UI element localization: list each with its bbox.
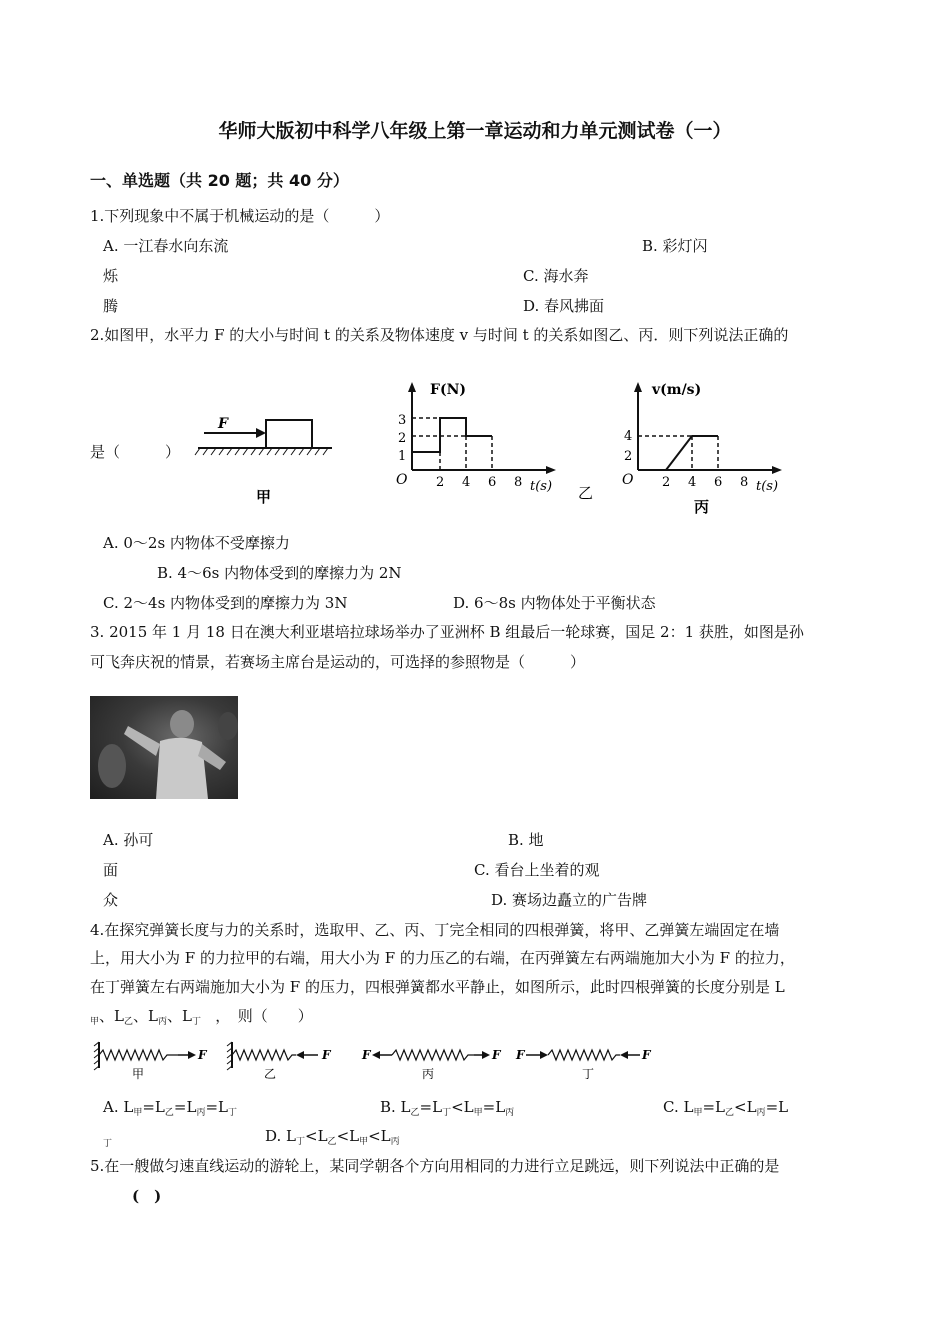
- q5-stem: 5.在一艘做匀速直线运动的游轮上，某同学朝各个方向用相同的力进行立足跳远，则下列说法中正确的是: [90, 1157, 780, 1175]
- q5-stem-cont: ( ): [132, 1187, 162, 1205]
- q2-option-a: A. 0～2s 内物体不受摩擦力: [103, 534, 290, 552]
- chartF-xlabel: t(s): [530, 479, 553, 494]
- q3-option-c-wrap: 众: [103, 891, 119, 909]
- q3-option-c: C. 看台上坐着的观: [474, 861, 600, 879]
- q2-stem-cont: 是（ ）: [90, 443, 181, 461]
- chartV-xtick: 2: [662, 475, 671, 490]
- chartV-xtick: 8: [740, 475, 749, 490]
- chartF-xtick: 6: [488, 475, 497, 490]
- q4-stem-line1: 4.在探究弹簧长度与力的关系时，选取甲、乙、丙、丁完全相同的四根弹簧，将甲、乙弹簧左端固定在墙: [90, 921, 780, 939]
- chartF-series: [412, 418, 492, 452]
- q4-option-c: C. $L_甲=L_乙<L_丙=L$: [663, 1098, 789, 1118]
- figure-jia: [195, 416, 332, 506]
- q2-stem: 2.如图甲，水平力 F 的大小与时间 t 的关系及物体速度 v 与时间 t 的关系如图乙、丙．则下列说法正确的: [90, 326, 789, 344]
- q1-stem: 1.下列现象中不属于机械运动的是（ ）: [90, 207, 390, 225]
- q1-option-c-wrap: 腾: [103, 297, 119, 315]
- chartF-origin: O: [396, 472, 408, 488]
- chartF-xtick: 8: [514, 475, 523, 490]
- section-heading: 一、单选题（共 20 题；共 40 分）: [90, 171, 349, 190]
- q1-option-a: A. 一江春水向东流: [103, 237, 229, 255]
- q4-option-d: D. $L_丁<L_乙<L_甲<L_丙$: [265, 1127, 400, 1147]
- q3-option-a: A. 孙可: [103, 831, 154, 849]
- q4-option-c-wrap: 丁: [103, 1139, 113, 1149]
- q1-option-b-wrap: 烁: [103, 267, 119, 285]
- q4-springs-figure: [92, 1038, 662, 1082]
- spring-yi: [227, 1042, 332, 1081]
- chartV-xtick: 6: [714, 475, 723, 490]
- chartV-ytick: 4: [624, 429, 633, 444]
- chartF-ytick: 2: [398, 431, 407, 446]
- q2-option-b: B. 4～6s 内物体受到的摩擦力为 2N: [157, 564, 402, 582]
- label-bing: 丙: [694, 498, 710, 516]
- svg-text:F: F: [492, 1048, 501, 1062]
- q1-option-c: C. 海水奔: [523, 267, 589, 285]
- chart-velocity-time: [622, 382, 782, 516]
- svg-text:F: F: [516, 1048, 525, 1062]
- q4-stem-line4: $_甲$、$L_乙$、$L_丙$、$L_丁$ ， 则（ ）: [90, 1007, 313, 1027]
- chartF-xtick: 4: [462, 475, 471, 490]
- q2-option-c: C. 2～4s 内物体受到的摩擦力为 3N: [103, 594, 348, 612]
- q3-option-b-wrap: 面: [103, 861, 119, 879]
- chartV-origin: O: [622, 472, 634, 488]
- label-yi: 乙: [578, 484, 594, 502]
- svg-text:F: F: [642, 1048, 651, 1062]
- chartF-ytick: 1: [398, 449, 407, 464]
- svg-text:F: F: [322, 1048, 331, 1062]
- chartF-xtick: 2: [436, 475, 445, 490]
- q4-stem-line3: 在丁弹簧左右两端施加大小为 F 的压力，四根弹簧都水平静止，如图所示，此时四根弹簧的长度分别是 L: [90, 978, 785, 996]
- chartV-xtick: 4: [688, 475, 697, 490]
- svg-text:丁: 丁: [582, 1067, 595, 1081]
- chartF-ylabel: F(N): [430, 382, 466, 398]
- chartV-ylabel: v(m/s): [652, 382, 702, 398]
- q3-stem-cont: 可飞奔庆祝的情景，若赛场主席台是运动的，可选择的参照物是（ ）: [90, 653, 586, 671]
- q2-option-d: D. 6～8s 内物体处于平衡状态: [453, 594, 656, 612]
- q4-option-a: A. $L_甲=L_乙=L_丙=L_丁$: [103, 1098, 237, 1118]
- q3-option-b: B. 地: [508, 831, 544, 849]
- page-title: 华师大版初中科学八年级上第一章运动和力单元测试卷（一）: [218, 120, 732, 142]
- svg-text:F: F: [198, 1048, 207, 1062]
- q4-stem-line2: 上，用大小为 F 的力拉甲的右端，用大小为 F 的力压乙的右端，在丙弹簧左右两端施加大小为 F 的拉力，: [90, 949, 795, 967]
- label-jia: 甲: [256, 488, 272, 506]
- q2-figure: [190, 370, 810, 520]
- chartF-ytick: 3: [398, 413, 407, 428]
- svg-text:F: F: [362, 1048, 371, 1062]
- chart-force-time: [396, 382, 593, 502]
- svg-text:丙: 丙: [422, 1067, 435, 1081]
- q3-stem: 3. 2015 年 1 月 18 日在澳大利亚堪培拉球场举办了亚洲杯 B 组最后一轮球赛，国足 2：1 获胜，如图是孙: [90, 623, 804, 641]
- svg-text:甲: 甲: [132, 1067, 145, 1081]
- spring-bing: [361, 1048, 502, 1081]
- svg-text:乙: 乙: [264, 1067, 277, 1081]
- force-label: F: [218, 416, 228, 432]
- q3-photo: [90, 696, 238, 799]
- q3-option-d: D. 赛场边矗立的广告牌: [491, 891, 648, 909]
- q1-option-d: D. 春风拂面: [523, 297, 605, 315]
- chartV-xlabel: t(s): [756, 479, 779, 494]
- chartV-ytick: 2: [624, 449, 633, 464]
- q4-option-b: B. $L_乙=L_丁<L_甲=L_丙$: [380, 1098, 515, 1118]
- q1-option-b: B. 彩灯闪: [642, 237, 708, 255]
- spring-jia: [94, 1042, 208, 1081]
- spring-ding: [515, 1048, 652, 1081]
